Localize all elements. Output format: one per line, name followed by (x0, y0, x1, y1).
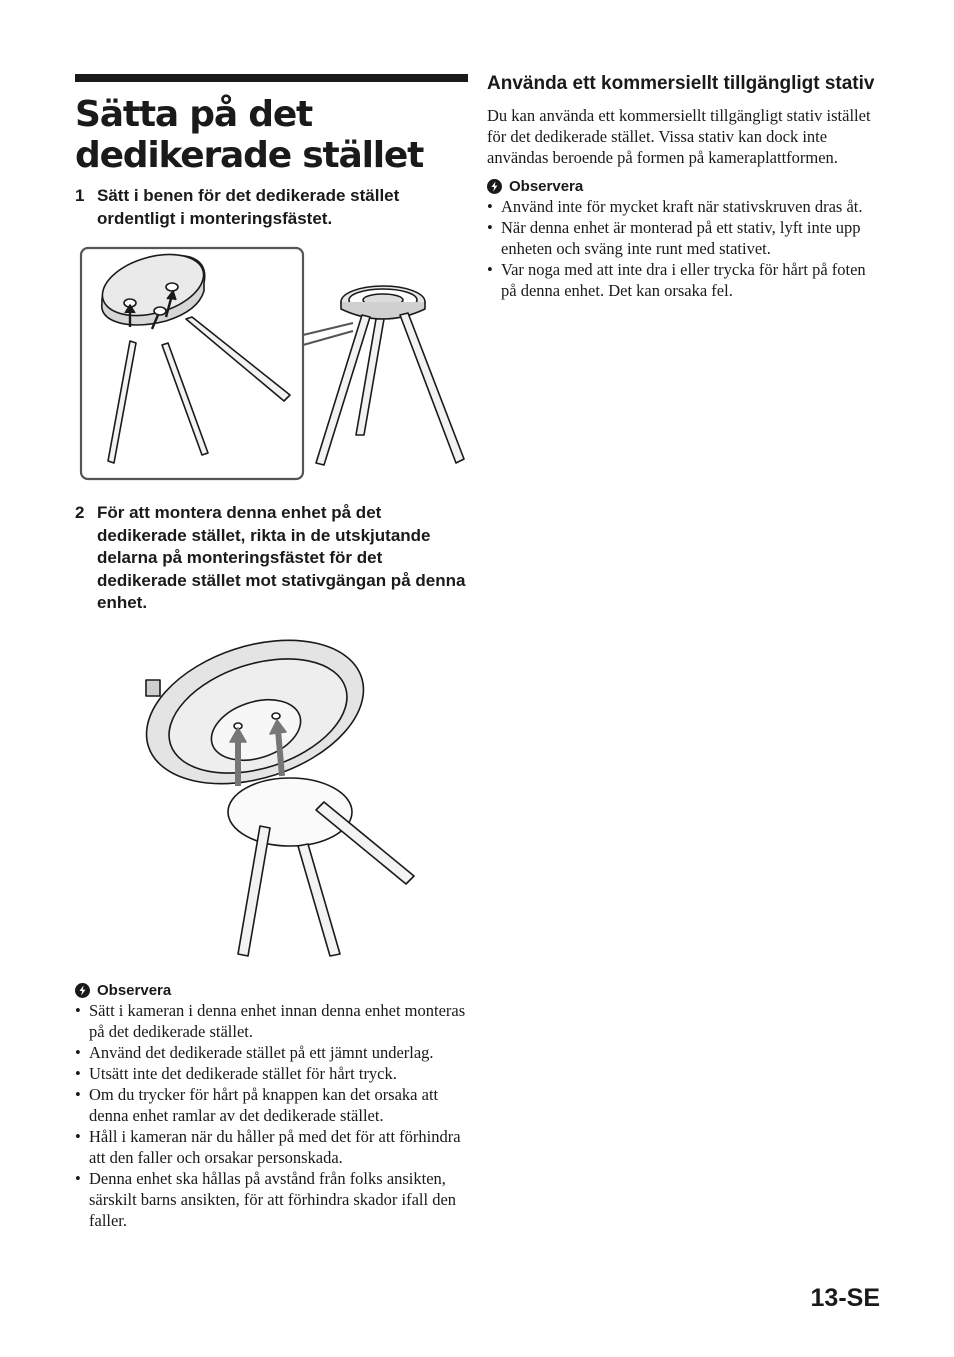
list-item: • Håll i kameran när du håller på med det för att förhindra att den faller och orsakar personskada. (75, 1126, 470, 1168)
step-2 (75, 502, 470, 615)
step-2-text: För att montera denna enhet på det dedikerade stället, rikta in de utskjutande delarna på monteringsfästet för det dedikerade stället mot stativgängan på denna enhet. (97, 503, 466, 612)
list-item: • Utsätt inte det dedikerade stället för hårt tryck. (75, 1063, 470, 1084)
list-item: • Använd det dedikerade stället på ett jämnt underlag. (75, 1042, 470, 1063)
list-item: • Om du trycker för hårt på knappen kan det orsaka att denna enhet ramlar av det dedikerade stället. (75, 1084, 470, 1126)
step-2-number: 2 (75, 503, 85, 522)
left-column (75, 74, 468, 176)
note-left-heading (75, 980, 470, 1000)
step-1 (75, 185, 470, 230)
step-1-number: 1 (75, 186, 85, 205)
note-right (487, 176, 879, 301)
list-item: • Denna enhet ska hållas på avstånd från folks ansikten, särskilt barns ansikten, för att förhindra skador ifall den faller. (75, 1168, 470, 1231)
right-column (487, 72, 879, 301)
list-item: • När denna enhet är monterad på ett stativ, lyft inte upp enheten och sväng inte runt med stativet. (487, 217, 879, 259)
list-item: • Använd inte för mycket kraft när stativskruven dras åt. (487, 196, 879, 217)
page-number: 13-SE (810, 1284, 880, 1312)
title-rule (75, 74, 468, 82)
note-left (75, 980, 470, 1231)
caution-icon (75, 983, 90, 998)
note-left-heading-text: Observera (97, 981, 172, 999)
list-item: • Sätt i kameran i denna enhet innan denna enhet monteras på det dedikerade stället. (75, 1000, 470, 1042)
figure-mount-unit (140, 630, 430, 960)
note-left-list (75, 1000, 470, 1231)
section-heading: Använda ett kommersiellt tillgängligt stativ (487, 73, 875, 94)
step-1-text: Sätt i benen för det dedikerade stället ordentligt i monteringsfästet. (97, 186, 400, 228)
note-right-heading-text: Observera (509, 177, 584, 195)
note-right-list (487, 196, 879, 301)
figure-stand-legs (78, 245, 470, 483)
section-body: Du kan använda ett kommersiellt tillgängligt stativ istället för det dedikerade stället. Vissa stativ kan dock inte användas beroende på formen på kameraplattformen. (487, 106, 871, 167)
note-right-heading (487, 176, 879, 196)
page-title: Sätta på det dedikerade stället (75, 94, 424, 176)
list-item: • Var noga med att inte dra i eller trycka för hårt på foten på denna enhet. Det kan orsaka fel. (487, 259, 879, 301)
caution-icon (487, 179, 502, 194)
